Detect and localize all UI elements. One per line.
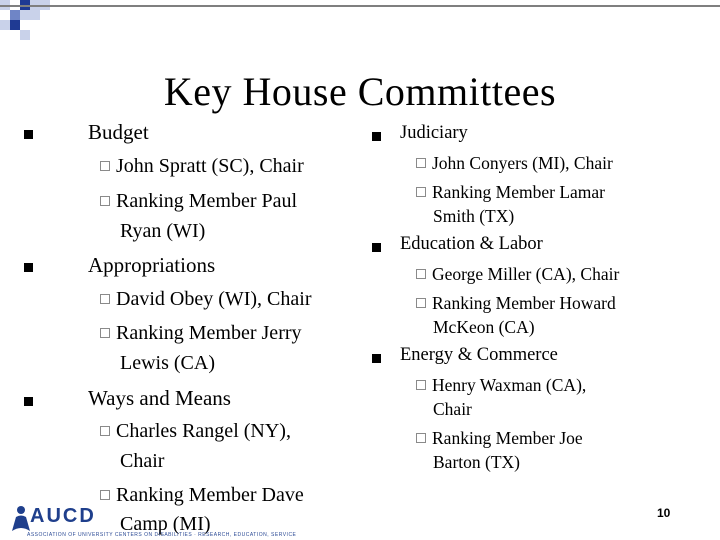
education-ranking-cont: McKeon (CA): [433, 317, 535, 337]
checkbox-icon: [100, 328, 110, 338]
bullet-icon: [372, 354, 381, 363]
committee-budget: Budget: [88, 120, 149, 144]
checkbox-icon: [100, 196, 110, 206]
committee-ways-and-means: Ways and Means: [88, 386, 231, 410]
budget-ranking-cont: Ryan (WI): [120, 220, 206, 242]
judiciary-ranking-cont: Smith (TX): [433, 206, 515, 226]
education-chair: George Miller (CA), Chair: [416, 264, 619, 285]
judiciary-ranking: Ranking Member Lamar: [416, 182, 605, 203]
committee-judiciary: Judiciary: [400, 123, 468, 143]
bullet-icon: [372, 243, 381, 252]
checkbox-icon: [416, 433, 426, 443]
checkbox-icon: [416, 158, 426, 168]
checkbox-icon: [416, 187, 426, 197]
ways-chair: Charles Rangel (NY),: [100, 420, 291, 443]
committee-energy-commerce: Energy & Commerce: [400, 345, 558, 365]
energy-ranking-cont: Barton (TX): [433, 452, 520, 472]
aucd-tagline: ASSOCIATION OF UNIVERSITY CENTERS ON DISABILITIES · RESEARCH, EDUCATION, SERVICE: [27, 532, 297, 538]
bullet-icon: [24, 130, 33, 139]
bullet-icon: [24, 263, 33, 272]
aucd-logo-text: AUCD: [30, 505, 96, 527]
ways-chair-cont: Chair: [120, 450, 165, 472]
judiciary-chair: John Conyers (MI), Chair: [416, 153, 613, 174]
checkbox-icon: [100, 161, 110, 171]
bullet-icon: [24, 397, 33, 406]
energy-ranking: Ranking Member Joe: [416, 428, 583, 449]
appropriations-chair: David Obey (WI), Chair: [100, 288, 312, 311]
checkbox-icon: [100, 426, 110, 436]
checkbox-icon: [100, 490, 110, 500]
ways-ranking: Ranking Member Dave: [100, 484, 304, 507]
appropriations-ranking: Ranking Member Jerry: [100, 322, 302, 345]
committee-appropriations: Appropriations: [88, 253, 216, 277]
checkbox-icon: [100, 294, 110, 304]
budget-ranking: Ranking Member Paul: [100, 190, 297, 213]
education-ranking: Ranking Member Howard: [416, 293, 616, 314]
aucd-logo-icon: [10, 505, 32, 533]
checkbox-icon: [416, 298, 426, 308]
energy-chair-cont: Chair: [433, 399, 472, 419]
energy-chair: Henry Waxman (CA),: [416, 375, 586, 396]
page-number: 10: [657, 506, 671, 520]
budget-chair: John Spratt (SC), Chair: [100, 155, 304, 178]
appropriations-ranking-cont: Lewis (CA): [120, 352, 215, 374]
bullet-icon: [372, 132, 381, 141]
top-rule: [0, 5, 720, 7]
checkbox-icon: [416, 380, 426, 390]
checkbox-icon: [416, 269, 426, 279]
ways-ranking-cont: Camp (MI): [120, 513, 211, 535]
committee-education-labor: Education & Labor: [400, 234, 543, 254]
slide-title: Key House Committees: [163, 69, 557, 114]
